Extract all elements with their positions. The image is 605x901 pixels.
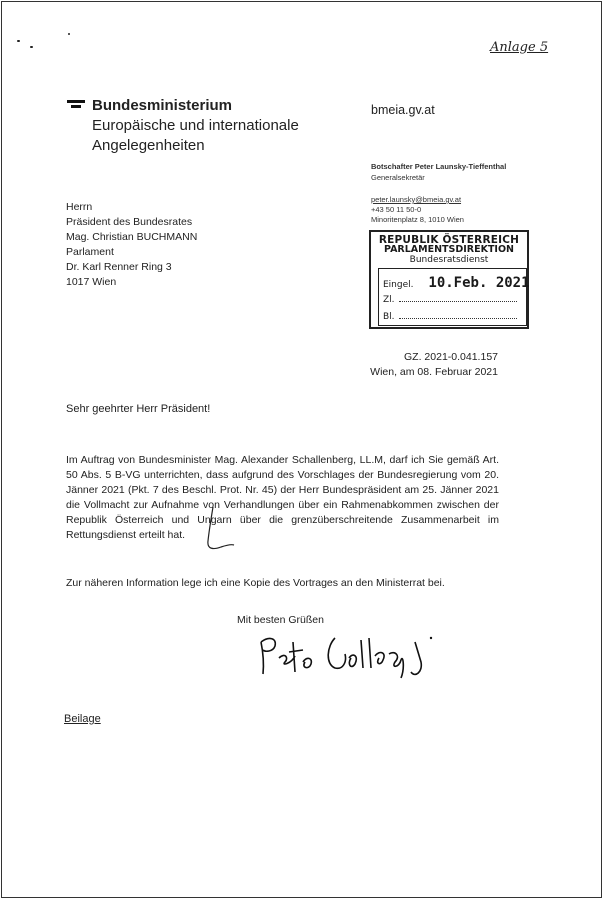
salutation: Sehr geehrter Herr Präsident! [66,403,211,415]
sender-address: Minoritenplatz 8, 1010 Wien [371,215,464,224]
recipient-line: Parlament [66,246,114,258]
sender-role: Generalsekretär [371,173,425,182]
stamp-zl-row [383,294,517,305]
stamp-zl-label: Zl. [383,295,395,305]
reference-gz: GZ. 2021-0.041.157 [404,351,498,363]
reference-block [370,350,498,380]
stamp-bl-label: Bl. [383,312,395,322]
recipient-line: Mag. Christian BUCHMANN [66,231,198,243]
sender-email[interactable]: peter.launsky@bmeia.gv.at [371,195,462,204]
recipient-line: 1017 Wien [66,276,117,288]
body-paragraph: Im Auftrag von Bundesminister Mag. Alexander Schallenberg, LL.M, darf ich Sie gemäß Art. 50 Abs. 5 B-VG unterrichten, dass aufgrund des Vorschlages der Bundesregierung vom 20. Jänner 2021 (Pkt. 7 des Beschl. Prot. Nr. 45) der Herr Bundespräsident am 25. Jänner 2021 die Vollmacht zur Aufnahme von Verhandlungen über ein Rahmenabkommen zwischen der Republik Österreich und Ungarn über die grenzüberschreitende Zusammenarbeit im Rettungsdienst erteilt hat. [66,454,499,541]
stamp-line1: REPUBLIK ÖSTERREICH [378,234,520,246]
ministry-line1: Bundesministerium [92,97,233,114]
sender-phone: +43 50 11 50-0 [371,205,422,214]
stamp-box [378,268,530,326]
ministry-line3: Angelegenheiten [92,137,205,154]
annex-label: Beilage [64,713,101,725]
ministry-line2: Europäische und internationale [92,117,299,134]
scan-speck [17,40,20,42]
recipient-line: Präsident des Bundesrates [66,216,193,228]
stamp-received-label: Eingel. [383,280,414,290]
stamp-received-row [383,275,530,291]
scan-speck [68,33,70,35]
reference-place-date: Wien, am 08. Februar 2021 [370,366,498,378]
sender-contact [371,195,464,225]
handwritten-note: Anlage 5 [490,40,549,55]
sender-name: Botschafter Peter Launsky-Tieffenthal [371,162,507,171]
recipient-line: Dr. Karl Renner Ring 3 [66,261,172,273]
recipient-address [66,200,197,290]
stamp-line3: Bundesratsdienst [409,255,489,265]
receipt-stamp [369,230,529,329]
stamp-bl-row [383,311,517,322]
stamp-received-date: 10.Feb. 2021 [428,275,530,291]
handwritten-mark-icon [205,505,235,555]
signature-icon [255,628,440,680]
recipient-line: Herrn [66,201,93,213]
closing: Mit besten Grüßen [237,614,324,626]
ministry-name [92,96,299,156]
sender-block [371,161,506,183]
ministry-logo-icon [67,100,85,112]
info-paragraph: Zur näheren Information lege ich eine Kopie des Vortrages an den Ministerrat bei. [66,577,445,589]
website: bmeia.gv.at [371,103,435,117]
scan-speck [30,46,33,48]
stamp-line2: PARLAMENTSDIREKTION [383,244,514,255]
